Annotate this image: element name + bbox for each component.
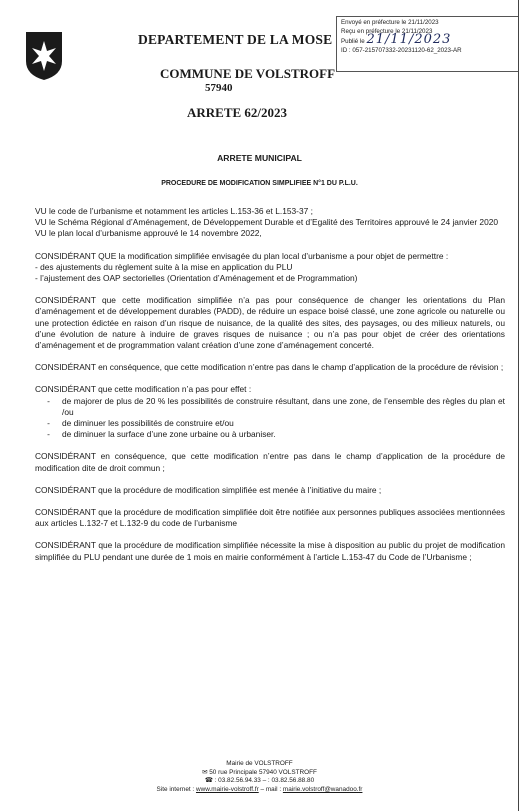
list-item <box>35 429 505 440</box>
footer-address: 50 rue Principale 57940 VOLSTROFF <box>209 768 317 776</box>
list-item <box>35 418 505 429</box>
stamp-handwritten-date: 21/11/2023 <box>366 32 452 48</box>
considerant-paragraph: CONSIDÉRANT que la procédure de modification simplifiée est menée à l’initiative du maire ; <box>35 484 382 495</box>
list-item-text: de diminuer les possibilités de construire et/ou <box>62 418 234 429</box>
stamp-published-line <box>341 32 515 48</box>
commune-logo-icon <box>25 31 63 81</box>
list-item-text: de diminuer la surface d’une zone urbaine ou à urbaniser. <box>62 429 276 440</box>
website-link[interactable]: www.mairie-volstroff.fr <box>195 785 259 793</box>
arrete-number: ARRETE 62/2023 <box>187 105 288 120</box>
stamp-sent-line: Envoyé en préfecture le 21/11/2023 <box>341 19 439 26</box>
stamp-id-line: ID : 057-215707332-20231120-62_2023-AR <box>341 46 462 54</box>
phone-icon: ☎ <box>204 777 213 785</box>
mail-envelope-icon: ✉ <box>202 768 208 776</box>
considerant-paragraph: CONSIDÉRANT que cette modification n’a pas pour effet : <box>35 384 252 395</box>
footer-web-line <box>0 786 519 795</box>
considerant-paragraph: CONSIDÉRANT en conséquence, que cette modification n’entre pas dans le champ d’application de la procédure de révision ; <box>35 362 504 373</box>
vu-line: VU le Schéma Régional d’Aménagement, de Développement Durable et d’Egalité des Territoires approuvé le 24 janvier 2020 <box>35 217 499 228</box>
postal-code: 57940 <box>205 82 233 94</box>
footer-site-label: Site internet : <box>156 785 195 793</box>
list-dash: - <box>47 418 50 429</box>
list-dash: - <box>47 429 50 440</box>
vu-line: VU le plan local d’urbanisme approuvé le 14 novembre 2022, <box>35 228 262 239</box>
considerant-paragraph: CONSIDÉRANT que cette modification simplifiée n’a pas pour conséquence de changer les orientations du Plan d’aménagement et de développement durables (PADD), de réduire un espace boisé classé, une zone agricole ou naturelle ou une protection édictée en raison d’un risque de nuisance, de la qualité des sites, des paysages, ou des milieux naturels, ou d’une évolution de nature à induire de graves risques de nuisance ; ou n’a pas pour objet de créer des orientations d’aménagement et de programmation valant création d’une zone d’aménagement concerté. <box>35 295 505 351</box>
footer-mairie: Mairie de VOLSTROFF <box>226 760 293 767</box>
vu-line: VU le code de l’urbanisme et notamment les articles L.153-36 et L.153-37 ; <box>35 206 313 216</box>
considerant-paragraph: CONSIDÉRANT que la procédure de modification simplifiée nécessite la mise à disposition au public du projet de modification simplifiée du PLU pendant une durée de 1 mois en mairie conformément à l’article L.153-47 du Code de l’Urbanisme ; <box>35 540 505 562</box>
page-footer <box>0 760 519 794</box>
footer-mail-label: – mail : <box>260 785 282 793</box>
list-item: - des ajustements du règlement suite à la mise en application du PLU <box>35 261 293 272</box>
commune-heading: COMMUNE DE VOLSTROFF <box>160 66 336 81</box>
document-title: ARRETE MUNICIPAL <box>217 153 302 163</box>
list-item-text: de majorer de plus de 20 % les possibilités de construire résultant, dans une zone, de l’ensemble des règles du plan et /ou <box>62 395 505 417</box>
list-item <box>35 396 505 418</box>
stamp-received-line: Reçu en préfecture le 21/11/2023 <box>341 27 433 35</box>
considerant-paragraph: CONSIDÉRANT en conséquence, que cette modification n’entre pas dans le champ d’application de la procédure de modification dite de droit commun ; <box>35 451 505 473</box>
stamp-published-label: Publié le <box>341 38 365 46</box>
list-dash: - <box>47 395 50 406</box>
footer-address-line <box>0 769 519 778</box>
department-heading: DEPARTEMENT DE LA MOSE <box>138 32 333 47</box>
list-item: - l’ajustement des OAP sectorielles (Orientation d’Aménagement et de Programmation) <box>35 273 358 284</box>
email-link[interactable]: mairie.volstroff@wanadoo.fr <box>282 785 363 793</box>
footer-phone-line <box>0 777 519 786</box>
considerant-paragraph: CONSIDÉRANT QUE la modification simplifiée envisagée du plan local d’urbanisme a pour objet de permettre : <box>35 250 449 261</box>
prefecture-stamp <box>336 16 519 72</box>
footer-phone: : 03.82.56.94.33 – : 03.82.56.88.80 <box>214 777 315 785</box>
document-body <box>35 206 505 563</box>
considerant-paragraph: CONSIDÉRANT que la procédure de modification simplifiée doit être notifiée aux personnes publiques associées mentionnées aux articles L.132-7 et L.132-9 du code de l’urbanisme <box>35 507 505 529</box>
document-subtitle: PROCEDURE DE MODIFICATION SIMPLIFIEE N°1 DU P.L.U. <box>161 180 358 187</box>
